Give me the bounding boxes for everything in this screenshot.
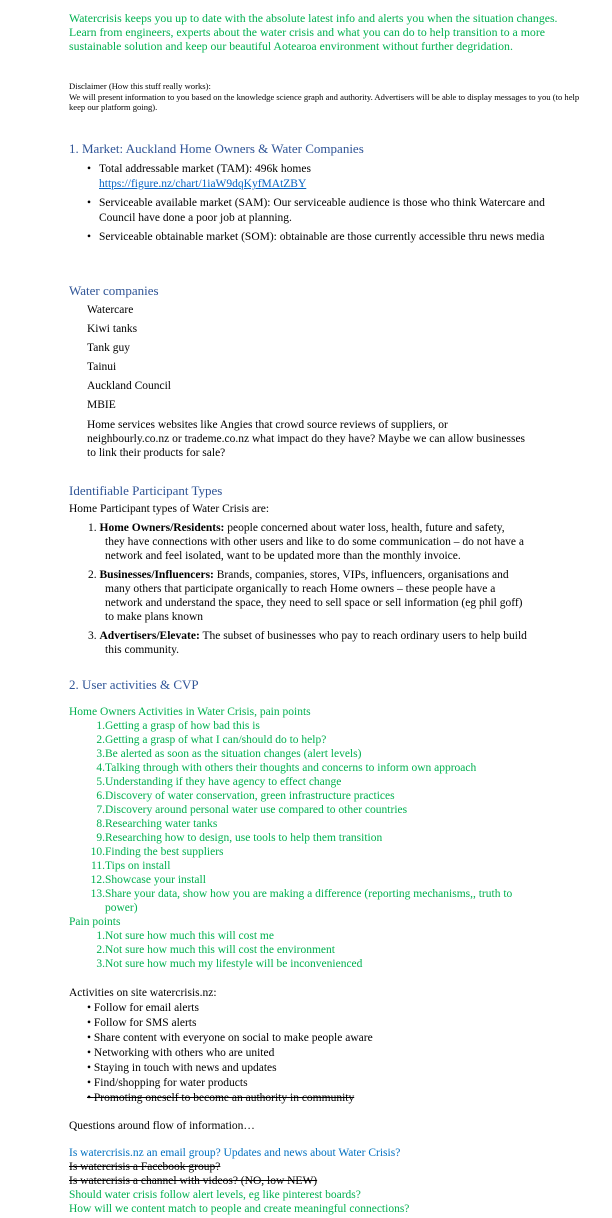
list-marker: 1. <box>96 930 105 942</box>
list-marker: 3. <box>96 748 105 760</box>
list-item: Watercare <box>87 304 134 316</box>
disclaimer <box>69 81 582 113</box>
list-item: 13.Share your data, show how you are making a difference (reporting mechanisms,, truth to power) <box>69 887 527 915</box>
list-item: Tank guy <box>87 342 130 354</box>
market-heading: 1. Market: Auckland Home Owners & Water Companies <box>69 141 364 156</box>
list-item: 2. Businesses/Influencers: Brands, companies, stores, VIPs, influencers, organisations and many others that participate organically to reach Home owners – these people have a network and understand the space, they need to sell space or sell information (eg phil goff) to make plans known <box>88 569 523 623</box>
companies-note: Home services websites like Angies that crowd source reviews of suppliers, or neighbourly.co.nz or trademe.co.nz what impact do they have? Maybe we can allow businesses to link their products for sale? <box>87 419 526 459</box>
list-item: 8.Researching water tanks <box>69 817 527 831</box>
list-item: • Serviceable available market (SAM): Our serviceable audience is those who think Watercare and Council have done a poor job at planning. <box>87 197 545 224</box>
disclaimer-body: We will present information to you based on the knowledge science graph and authority. Advertisers will be able to display messages to you (to help keep our platform going). <box>69 91 580 112</box>
list-item: • Follow for email alerts <box>87 1002 199 1014</box>
list-item: • Share content with everyone on social to make people aware <box>87 1032 373 1044</box>
list-marker: 7. <box>96 804 105 816</box>
list-marker: • <box>87 1062 94 1074</box>
activities-subheading: Home Owners Activities in Water Crisis, pain points <box>69 706 311 718</box>
list-marker: 12. <box>90 874 105 886</box>
list-marker: 9. <box>96 832 105 844</box>
list-item: 2.Getting a grasp of what I can/should do to help? <box>69 733 527 747</box>
activities-section <box>69 705 527 971</box>
list-marker: 5. <box>96 776 105 788</box>
list-item: 11.Tips on install <box>69 859 527 873</box>
site-activities-section <box>69 986 572 1106</box>
list-item: 1.Getting a grasp of how bad this is <box>69 719 527 733</box>
list-marker: 11. <box>91 860 105 872</box>
participants-section <box>69 483 527 662</box>
list-item: Tainui <box>87 361 117 373</box>
question: Should water crisis follow alert levels, eg like pinterest boards? <box>69 1189 361 1201</box>
list-item: Kiwi tanks <box>87 323 138 335</box>
list-marker: • <box>87 1032 94 1044</box>
list-item: 2.Not sure how much this will cost the environment <box>69 943 527 957</box>
list-item: • Follow for SMS alerts <box>87 1017 197 1029</box>
market-section <box>69 141 572 249</box>
list-marker: 6. <box>96 790 105 802</box>
list-item: 6.Discovery of water conservation, green infrastructure practices <box>69 789 527 803</box>
list-marker: • <box>87 1077 94 1089</box>
list-item: 9.Researching how to design, use tools to help them transition <box>69 831 527 845</box>
list-item: 1.Not sure how much this will cost me <box>69 929 527 943</box>
question-struck: Is watercrisis a channel with videos? (NO, low NEW) <box>69 1175 318 1187</box>
question: How will we content match to people and create meaningful connections? <box>69 1203 410 1215</box>
list-marker: 2. <box>96 734 105 746</box>
list-item: 5.Understanding if they have agency to effect change <box>69 775 527 789</box>
disclaimer-title: Disclaimer (How this stuff really works): <box>69 81 211 91</box>
list-item: 4.Talking through with others their thoughts and concerns to inform own approach <box>69 761 527 775</box>
site-heading: Activities on site watercrisis.nz: <box>69 987 217 999</box>
participants-intro: Home Participant types of Water Crisis are: <box>69 503 270 515</box>
companies-heading: Water companies <box>69 283 159 298</box>
list-marker: 3. <box>96 958 105 970</box>
list-item: 10.Finding the best suppliers <box>69 845 527 859</box>
question: Is watercrisis.nz an email group? Updates and news about Water Crisis? <box>69 1147 401 1159</box>
intro-paragraph: Watercrisis keeps you up to date with the absolute latest info and alerts you when the situation changes. Learn from engineers, experts about the water crisis and what you can do to help transition to a more sustainable solution and keep our beautiful Aotearoa environment without further degridation. <box>69 11 558 53</box>
participants-heading: Identifiable Participant Types <box>69 483 223 498</box>
list-marker: • <box>87 1017 94 1029</box>
list-marker: 1. <box>96 720 105 732</box>
tam-link[interactable]: https://figure.nz/chart/1iaW9dqKyfMAtZBY <box>99 178 307 190</box>
list-marker: • <box>87 1047 94 1059</box>
list-item: • Staying in touch with news and updates <box>87 1062 277 1074</box>
list-item: Auckland Council <box>87 380 171 392</box>
list-item: • Networking with others who are united <box>87 1047 275 1059</box>
list-item: 7.Discovery around personal water use compared to other countries <box>69 803 527 817</box>
list-item: • Find/shopping for water products <box>87 1077 248 1089</box>
pain-points-heading: Pain points <box>69 916 121 928</box>
activities-heading: 2. User activities & CVP <box>69 677 199 692</box>
question-struck: Is watercrisis a Facebook group? <box>69 1161 221 1173</box>
list-marker: 8. <box>96 818 105 830</box>
list-item: 1. Home Owners/Residents: people concerned about water loss, health, future and safety, they have connections with other users and like to do some communication – do not have a network and feel isolated, want to be updated more than the monthly invoice. <box>88 522 525 562</box>
list-item-struck: • Promoting oneself to become an authority in community <box>87 1092 355 1104</box>
list-marker: 2. <box>96 944 105 956</box>
list-item: 3.Be alerted as soon as the situation changes (alert levels) <box>69 747 527 761</box>
list-marker: 13. <box>90 888 105 900</box>
list-item: 3. Advertisers/Elevate: The subset of businesses who pay to reach ordinary users to help build this community. <box>88 630 527 656</box>
list-item: • Total addressable market (TAM): 496k homes https://figure.nz/chart/1iaW9dqKyfMAtZBY <box>87 163 311 190</box>
companies-section <box>69 283 532 460</box>
list-marker: 4. <box>96 762 105 774</box>
list-marker: 10. <box>90 846 105 858</box>
questions-section <box>69 1119 572 1216</box>
list-item: 12.Showcase your install <box>69 873 527 887</box>
questions-heading: Questions around flow of information… <box>69 1120 255 1132</box>
list-item: MBIE <box>87 399 116 411</box>
list-marker: • <box>87 1002 94 1014</box>
list-item: • Serviceable obtainable market (SOM): obtainable are those currently accessible thru news media <box>87 231 545 243</box>
list-item: 3.Not sure how much my lifestyle will be inconvenienced <box>69 957 527 971</box>
